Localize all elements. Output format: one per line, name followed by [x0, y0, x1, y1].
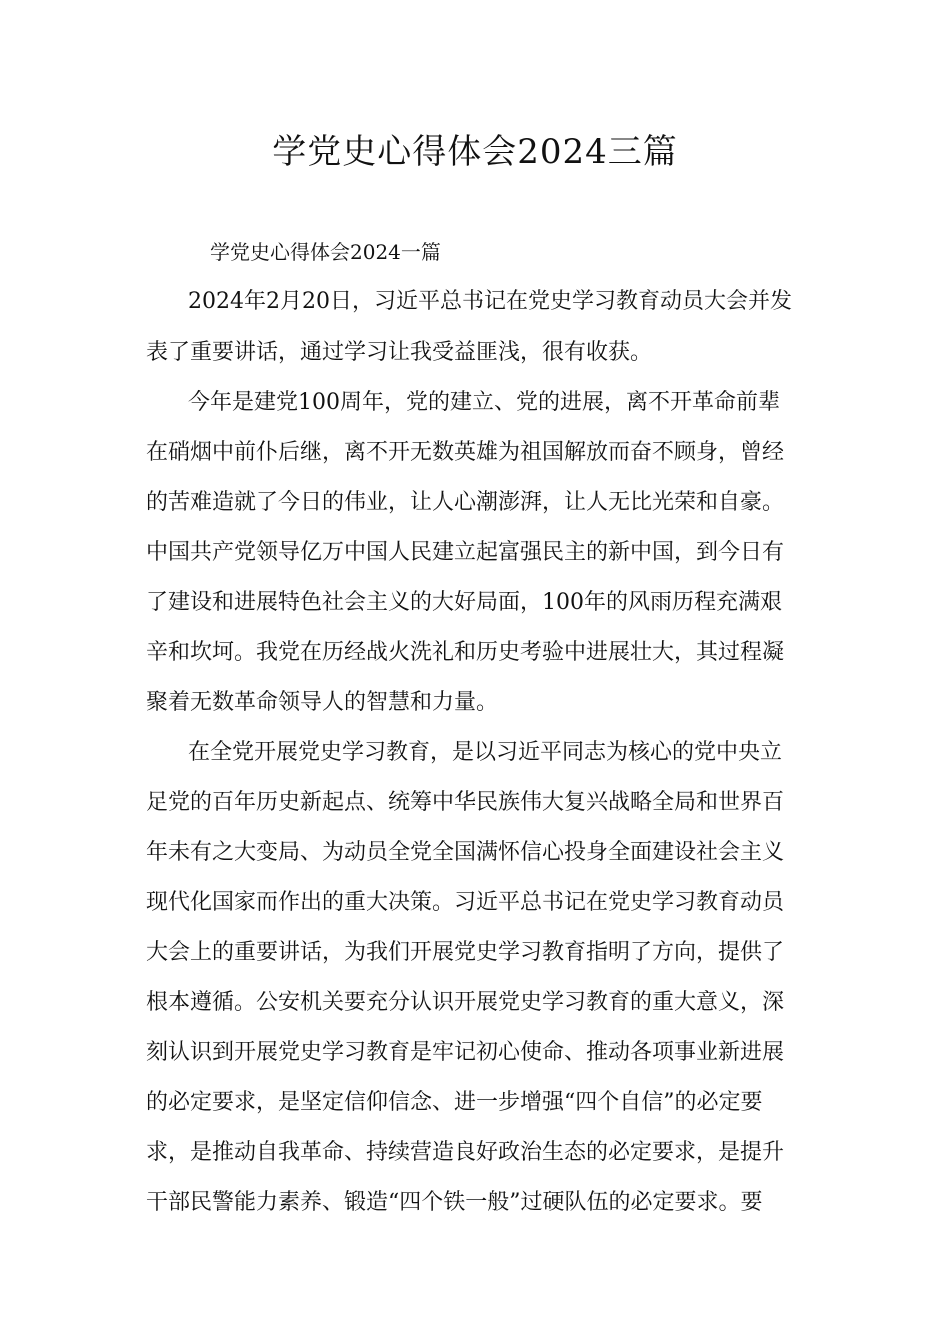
section-subtitle: 学党史心得体会2024一篇 [210, 240, 441, 264]
text-line: 了建设和进展特色社会主义的大好局面，100年的风雨历程充满艰 [146, 590, 782, 615]
document-title: 学党史心得体会2024三篇 [272, 132, 678, 172]
text-line: 根本遵循。公安机关要充分认识开展党史学习教育的重大意义，深 [146, 990, 785, 1015]
text-line: 求，是推动自我革命、持续营造良好政治生态的必定要求，是提升 [146, 1140, 785, 1165]
text-line: 中国共产党领导亿万中国人民建立起富强民主的新中国，到今日有 [146, 540, 785, 565]
text-line: 大会上的重要讲话，为我们开展党史学习教育指明了方向，提供了 [146, 940, 785, 965]
text-line: 辛和坎坷。我党在历经战火洗礼和历史考验中进展壮大，其过程凝 [146, 640, 785, 665]
text-line: 的必定要求，是坚定信仰信念、进一步增强“四个自信”的必定要 [146, 1090, 763, 1115]
text-line: 2024年2月20日，习近平总书记在党史学习教育动员大会并发 [188, 289, 792, 314]
text-line: 年未有之大变局、为动员全党全国满怀信心投身全面建设社会主义 [146, 840, 785, 865]
text-line: 在硝烟中前仆后继，离不开无数英雄为祖国解放而奋不顾身，曾经 [146, 440, 785, 465]
text-line: 表了重要讲话，通过学习让我受益匪浅，很有收获。 [146, 340, 653, 365]
text-line: 足党的百年历史新起点、统筹中华民族伟大复兴战略全局和世界百 [146, 790, 785, 815]
text-line: 干部民警能力素养、锻造“四个铁一般”过硬队伍的必定要求。要 [146, 1190, 763, 1215]
text-line: 现代化国家而作出的重大决策。习近平总书记在党史学习教育动员 [146, 890, 785, 915]
text-line: 聚着无数革命领导人的智慧和力量。 [146, 690, 499, 715]
text-line: 刻认识到开展党史学习教育是牢记初心使命、推动各项事业新进展 [146, 1040, 785, 1065]
text-line: 在全党开展党史学习教育，是以习近平同志为核心的党中央立 [188, 740, 783, 765]
text-line: 的苦难造就了今日的伟业，让人心潮澎湃，让人无比光荣和自豪。 [146, 490, 785, 515]
text-line: 今年是建党100周年，党的建立、党的进展，离不开革命前辈 [188, 390, 780, 415]
